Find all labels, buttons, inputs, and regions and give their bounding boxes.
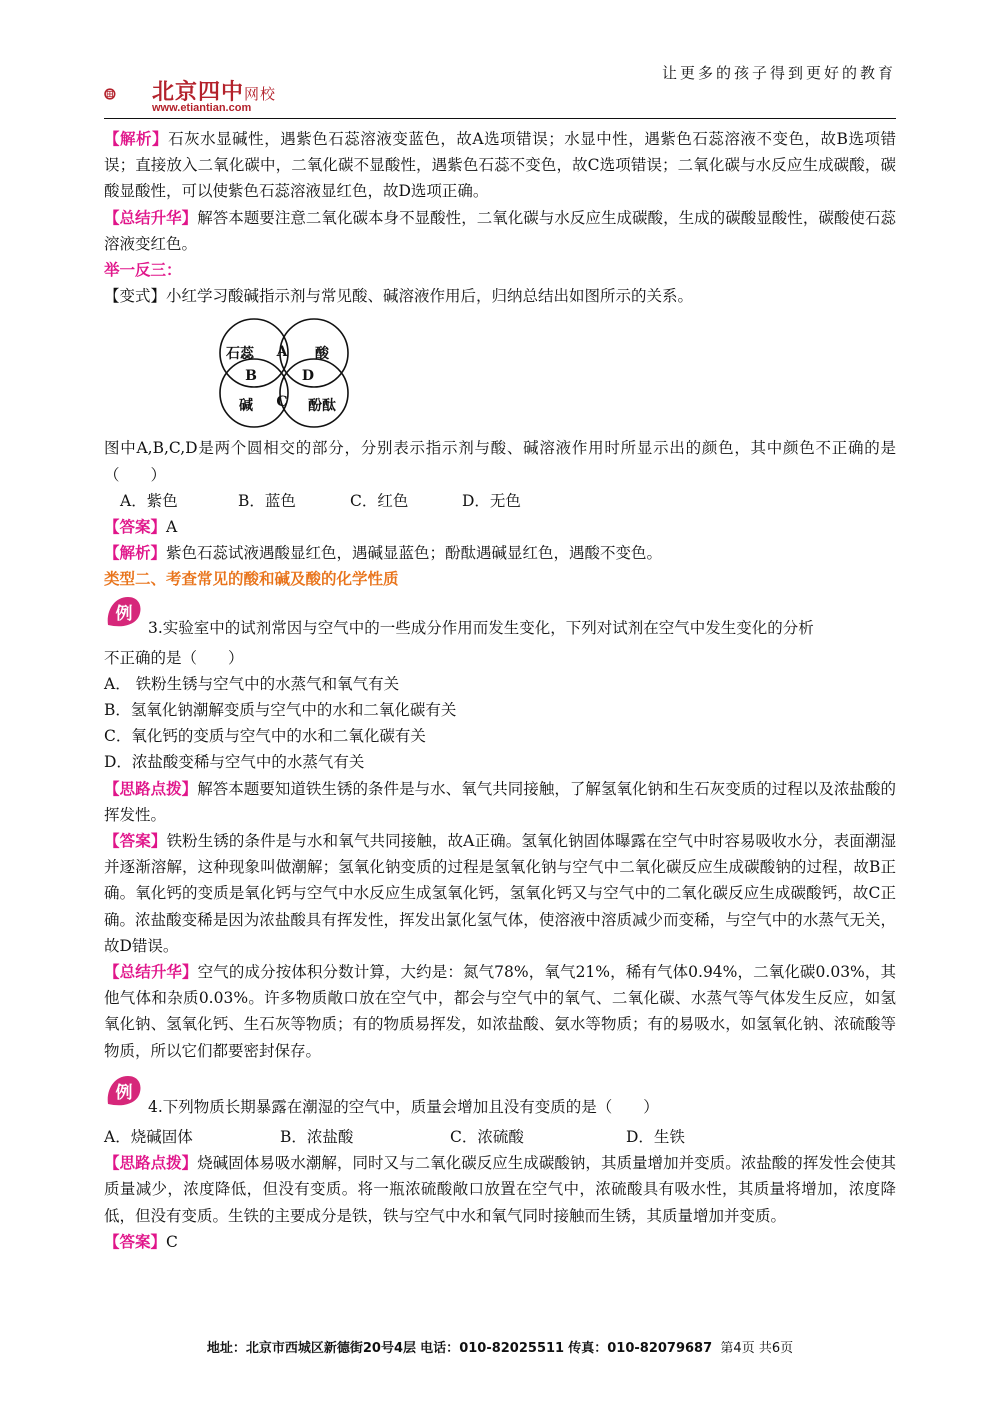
fax-number: 010-82079687 — [607, 1341, 713, 1356]
question-4-option-a: A．烧碱固体 — [104, 1127, 193, 1146]
analysis-text: 紫色石蕊试液遇酸显红色，遇碱显蓝色；酚酞遇碱显红色，遇酸不变色。 — [166, 544, 663, 563]
question-3-continuation: 不正确的是（ ） — [104, 648, 244, 667]
hint-text: 解答本题要知道铁生锈的条件是与水、氧气共同接触，了解氢氧化钠和生石灰变质的过程以及浓盐酸的挥发性。 — [104, 779, 896, 824]
variant-options — [104, 488, 896, 514]
venn-label-acid: 酸 — [315, 346, 329, 363]
summary-paragraph — [104, 205, 896, 257]
variant-stem: 图中A,B,C,D是两个圆相交的部分，分别表示指示剂与酸、碱溶液作用时所显示出的颜色，其中颜色不正确的是（ ） — [104, 439, 896, 484]
logo-suffix: 网校 — [244, 85, 277, 103]
example-badge-icon — [104, 1072, 144, 1112]
venn-region-b: B — [245, 368, 257, 385]
svg-text:例: 例 — [115, 1082, 133, 1103]
analysis-tag: 【解析】 — [104, 129, 169, 148]
summary-text: 解答本题要注意二氧化碳本身不显酸性，二氧化碳与水反应生成碳酸，生成的碳酸显酸性，碳酸使石蕊溶液变红色。 — [104, 208, 896, 253]
address: 北京市西城区新德街20号4层 — [245, 1341, 417, 1356]
summary-text: 空气的成分按体积分数计算，大约是：氮气78%，氧气21%，稀有气体0.94%，二氧化碳0.03%，其他气体和杂质0.03%。许多物质敞口放在空气中，都会与空气中的氧气、二氧化碳、水蒸气等气体发生反应，如氢氧化钠、氢氧化钙、生石灰等物质；有的物质易挥发，如浓盐酸、氨水等物质；有的易吸水，如氢氧化钠、浓硫酸等物质，所以它们都要密封保存。 — [104, 963, 896, 1060]
question-3-answer — [104, 828, 896, 959]
answer-tag: 【答案】 — [104, 1231, 167, 1251]
question-4-option-b: B．浓盐酸 — [280, 1127, 354, 1146]
answer-tag: 【答案】 — [104, 831, 167, 851]
variant-answer — [104, 514, 896, 540]
example-4-row — [104, 1072, 896, 1124]
example-badge-icon — [104, 593, 144, 633]
variant-heading: 举一反三： — [104, 260, 182, 280]
page-footer — [0, 1337, 1000, 1356]
answer-text: 铁粉生锈的条件是与水和氧气共同接触，故A正确。氢氧化钠固体曝露在空气中时容易吸收水分，表面潮湿并逐渐溶解，这种现象叫做潮解；氢氧化钠变质的过程是氢氧化钠与空气中二氧化碳反应生成碳酸钠的过程，故B正确。氧化钙的变质是氧化钙与空气中水反应生成氢氧化钙，氢氧化钙又与空气中的二氧化碳反应生成碳酸钙，故C正确。浓盐酸变稀是因为浓盐酸具有挥发性，挥发出氯化氢气体，使溶液中溶质减少而变稀，与空气中的水蒸气无关，故D错误。 — [104, 832, 896, 955]
venn-region-d: D — [301, 368, 315, 385]
question-3-hint — [104, 776, 896, 828]
variant-question: 【变式】小红学习酸碱指示剂与常见酸、碱溶液作用后，归纳总结出如图所示的关系。 — [104, 287, 694, 306]
answer-tag: 【答案】 — [104, 517, 167, 537]
venn-diagram — [216, 315, 352, 431]
variant-option-c: C．红色 — [350, 491, 409, 510]
analysis-paragraph — [104, 126, 896, 205]
question-3-option-b: B．氢氧化钠潮解变质与空气中的水和二氧化碳有关 — [104, 701, 457, 720]
answer-text: A — [166, 518, 178, 537]
question-3-summary — [104, 959, 896, 1064]
analysis-tag: 【解析】 — [104, 543, 167, 563]
venn-label-fentai: 酚酞 — [308, 398, 336, 415]
variant-analysis — [104, 540, 896, 566]
question-4-text: 4.下列物质长期暴露在潮湿的空气中，质量会增加且没有变质的是（ ） — [148, 1097, 659, 1116]
logo-url: www.etiantian.com — [152, 102, 252, 114]
variant-option-b: B．蓝色 — [238, 491, 296, 510]
page-content — [104, 126, 896, 1255]
question-3-text: 3.实验室中的试剂常因与空气中的一些成分作用而发生变化，下列对试剂在空气中发生变化的分析 — [148, 618, 814, 637]
answer-text: C — [166, 1232, 178, 1251]
question-4-option-c: C．浓硫酸 — [450, 1127, 524, 1146]
svg-text:例: 例 — [115, 603, 133, 624]
summary-tag: 【总结升华】 — [104, 207, 198, 227]
hint-tag: 【思路点拨】 — [104, 1153, 198, 1173]
example-3-row — [104, 593, 896, 645]
question-4-option-d: D．生铁 — [626, 1127, 685, 1146]
summary-tag: 【总结升华】 — [104, 962, 198, 982]
hint-tag: 【思路点拨】 — [104, 778, 198, 798]
question-4-answer — [104, 1229, 896, 1255]
phone-number: 010-82025511 — [459, 1341, 565, 1356]
variant-option-d: D．无色 — [462, 491, 521, 510]
address-label: 地址： — [206, 1341, 246, 1356]
question-4-hint — [104, 1150, 896, 1229]
school-logo — [104, 70, 152, 118]
question-4-options — [104, 1124, 896, 1150]
section-heading: 类型二、考查常见的酸和碱及酸的化学性质 — [104, 569, 399, 589]
venn-region-c: C — [276, 394, 288, 411]
fax-label: 传真： — [568, 1341, 608, 1356]
variant-option-a: A．紫色 — [120, 491, 178, 510]
venn-region-a: A — [276, 344, 288, 361]
hint-text: 烧碱固体易吸水潮解，同时又与二氧化碳反应生成碳酸钠，其质量增加并变质。浓盐酸的挥发性会使其质量减少，浓度降低，但没有变质。将一瓶浓硫酸敞口放置在空气中，浓硫酸具有吸水性，其质量将增加，浓度降低，但没有变质。生铁的主要成分是铁，铁与空气中水和氧气同时接触而生锈，其质量增加并变质。 — [104, 1154, 896, 1225]
phone-label: 电话： — [420, 1341, 460, 1356]
analysis-text: 石灰水显碱性，遇紫色石蕊溶液变蓝色，故A选项错误；水显中性，遇紫色石蕊溶液不变色，故B选项错误；直接放入二氧化碳中，二氧化碳不显酸性，遇紫色石蕊不变色，故C选项错误；二氧化碳与水反应生成碳酸，碳酸显酸性，可以使紫色石蕊溶液显红色，故D选项正确。 — [104, 130, 896, 201]
header-slogan: 让更多的孩子得到更好的教育 — [661, 64, 896, 82]
question-3-option-d: D．浓盐酸变稀与空气中的水蒸气有关 — [104, 753, 365, 772]
venn-label-base: 碱 — [239, 398, 253, 415]
logo-name: 北京四中网校 — [152, 79, 277, 105]
question-3-option-a: A． 铁粉生锈与空气中的水蒸气和氧气有关 — [104, 674, 400, 693]
header-divider — [104, 118, 896, 119]
question-3-option-c: C．氧化钙的变质与空气中的水和二氧化碳有关 — [104, 727, 426, 746]
page-number: 第4页 共6页 — [720, 1341, 794, 1356]
venn-label-shirui: 石蕊 — [226, 346, 254, 363]
